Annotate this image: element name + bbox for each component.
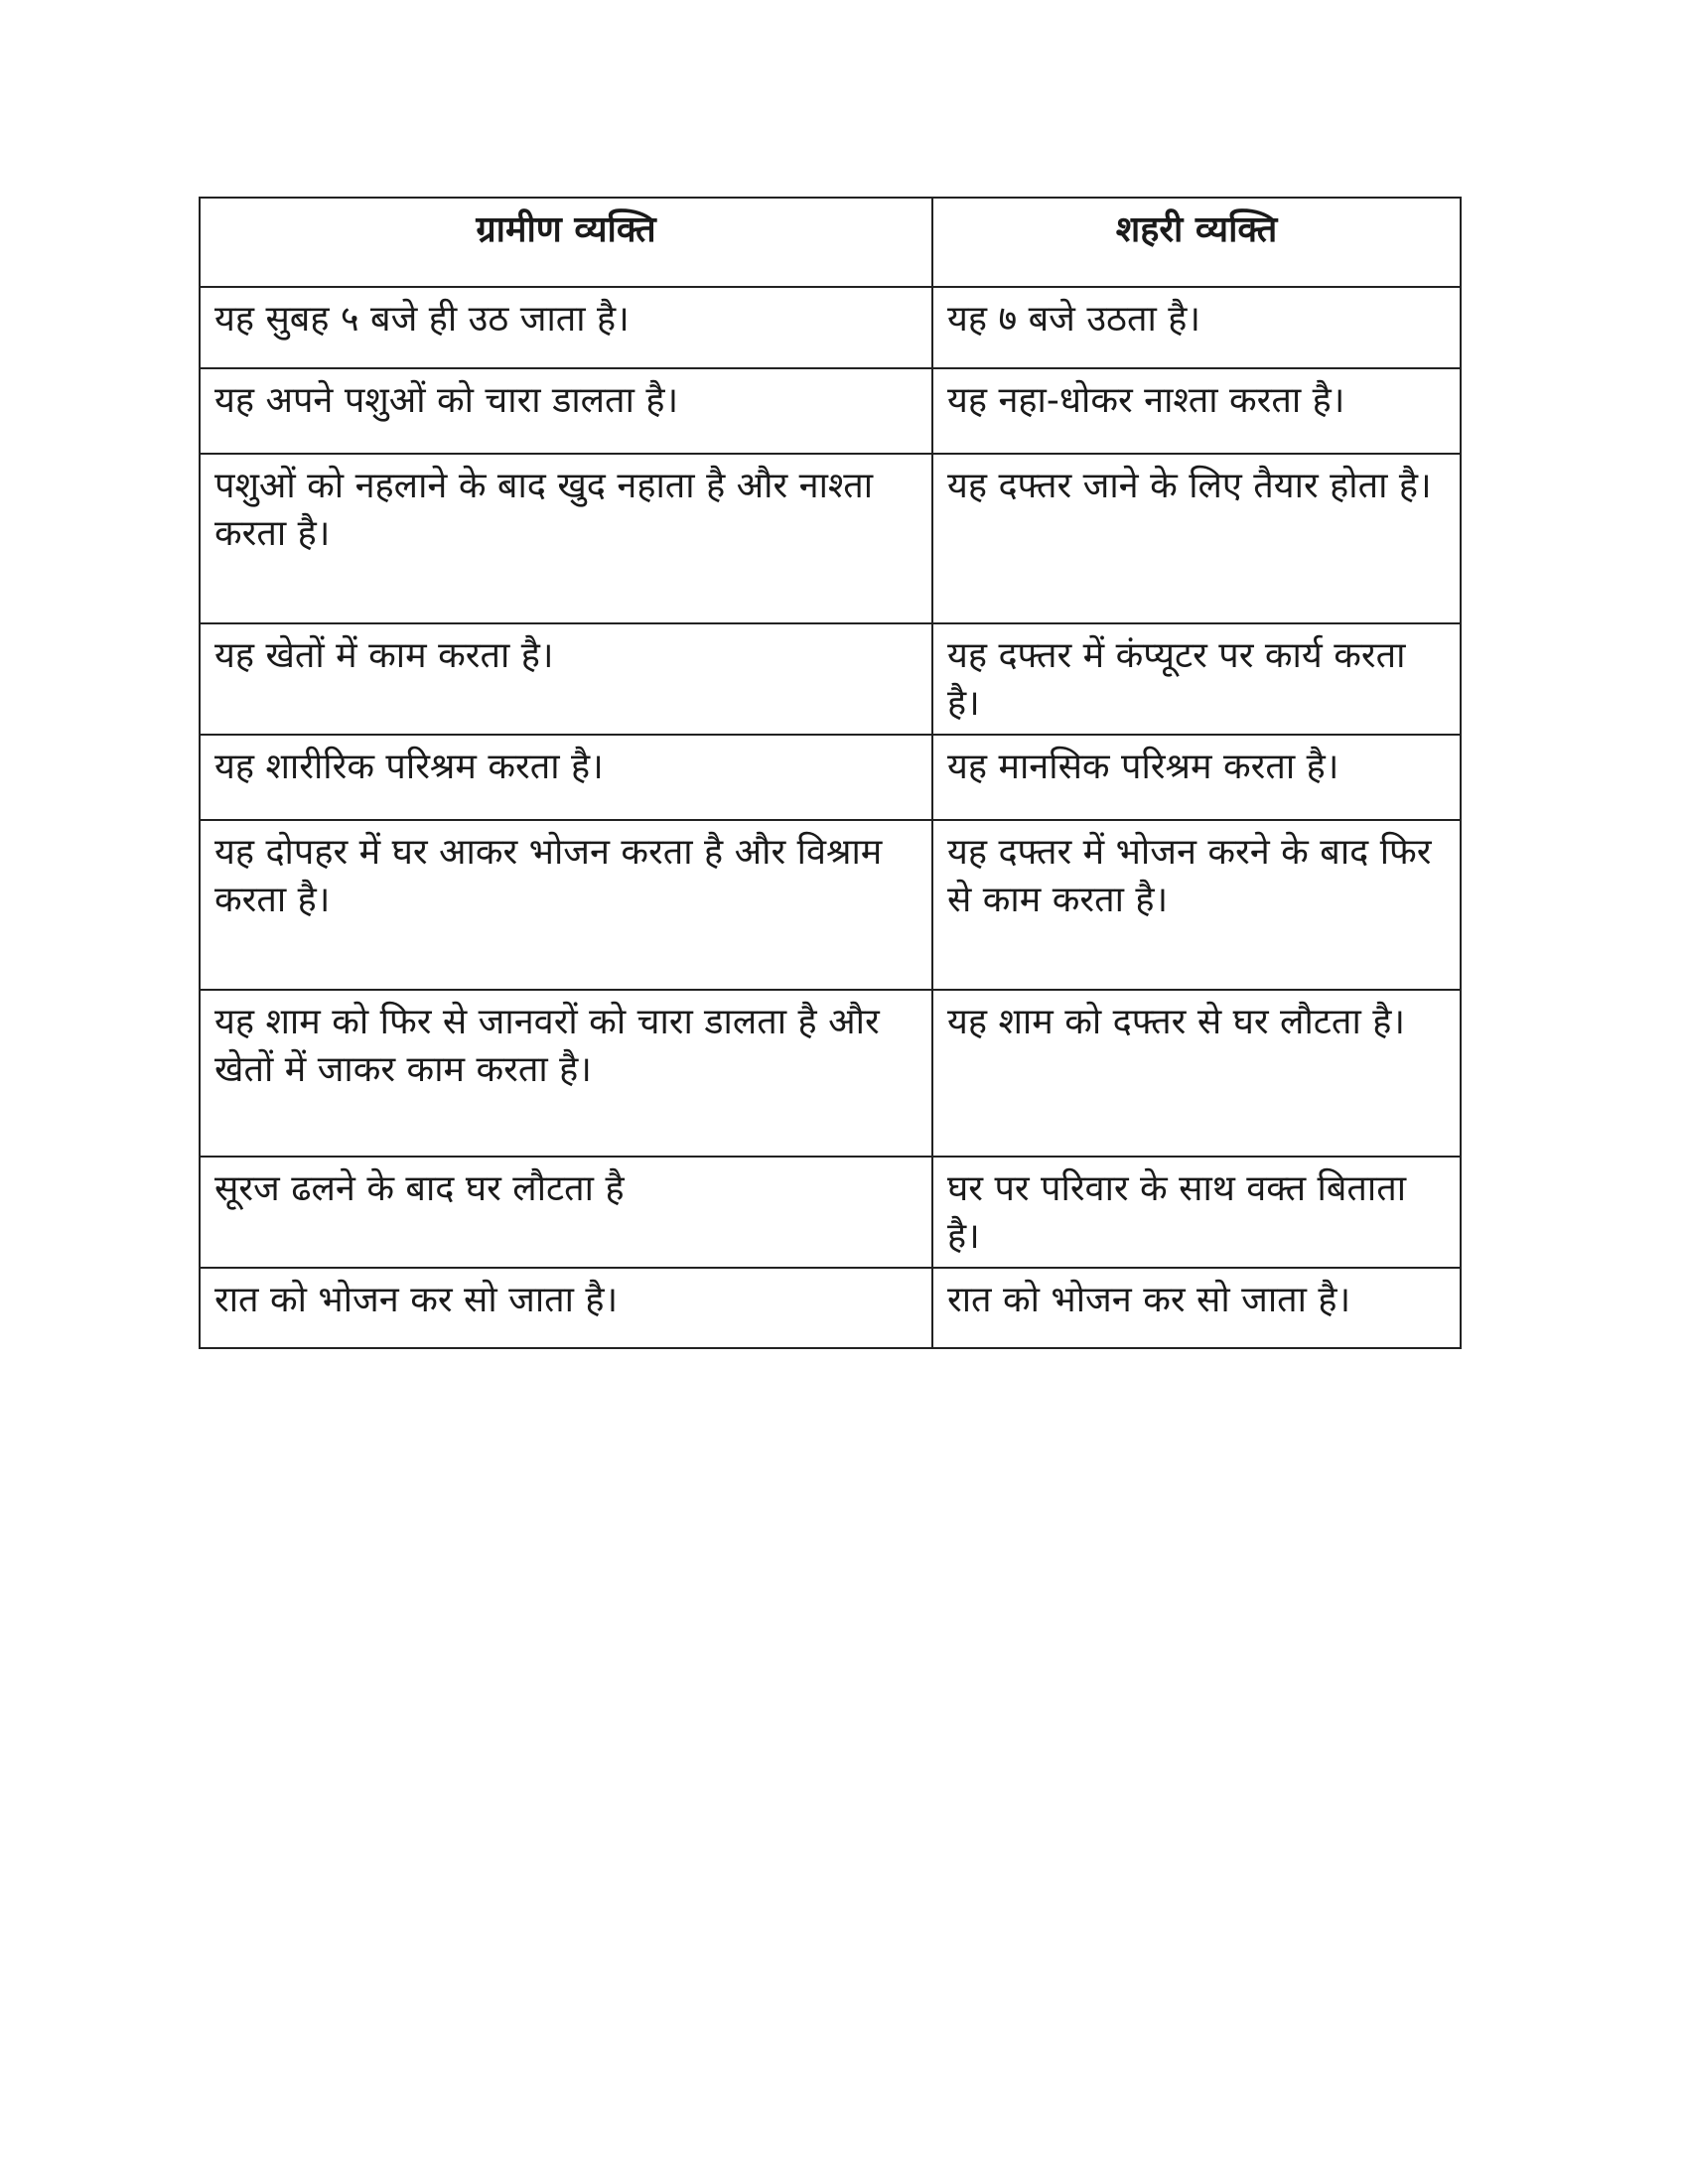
table-row (200, 990, 1461, 1157)
urban-cell: यह दफ्तर में भोजन करने के बाद फिर से काम करता है। (932, 820, 1461, 990)
urban-cell: यह दफ्तर में कंप्यूटर पर कार्य करता है। (932, 623, 1461, 735)
header-urban-person: शहरी व्यक्ति (932, 198, 1461, 287)
table-row (200, 735, 1461, 820)
table-header-row (200, 198, 1461, 287)
urban-cell: रात को भोजन कर सो जाता है। (932, 1268, 1461, 1348)
rural-cell: सूरज ढलने के बाद घर लौटता है (200, 1157, 932, 1268)
table-row (200, 623, 1461, 735)
rural-cell: यह शारीरिक परिश्रम करता है। (200, 735, 932, 820)
rural-cell: पशुओं को नहलाने के बाद खुद नहाता है और नाश्ता करता है। (200, 454, 932, 623)
table-row (200, 454, 1461, 623)
rural-cell: यह खेतों में काम करता है। (200, 623, 932, 735)
urban-cell: यह नहा-धोकर नाश्ता करता है। (932, 368, 1461, 454)
table-row (200, 820, 1461, 990)
rural-cell: यह अपने पशुओं को चारा डालता है। (200, 368, 932, 454)
rural-cell: रात को भोजन कर सो जाता है। (200, 1268, 932, 1348)
table-row (200, 368, 1461, 454)
table-row (200, 1268, 1461, 1348)
comparison-table (199, 197, 1462, 1349)
table-row (200, 1157, 1461, 1268)
rural-cell: यह शाम को फिर से जानवरों को चारा डालता है और खेतों में जाकर काम करता है। (200, 990, 932, 1157)
urban-cell: यह मानसिक परिश्रम करता है। (932, 735, 1461, 820)
header-rural-person: ग्रामीण व्यक्ति (200, 198, 932, 287)
table-row (200, 287, 1461, 368)
rural-cell: यह दोपहर में घर आकर भोजन करता है और विश्राम करता है। (200, 820, 932, 990)
urban-cell: यह ७ बजे उठता है। (932, 287, 1461, 368)
rural-cell: यह सुबह ५ बजे ही उठ जाता है। (200, 287, 932, 368)
urban-cell: घर पर परिवार के साथ वक्त बिताता है। (932, 1157, 1461, 1268)
urban-cell: यह दफ्तर जाने के लिए तैयार होता है। (932, 454, 1461, 623)
urban-cell: यह शाम को दफ्तर से घर लौटता है। (932, 990, 1461, 1157)
